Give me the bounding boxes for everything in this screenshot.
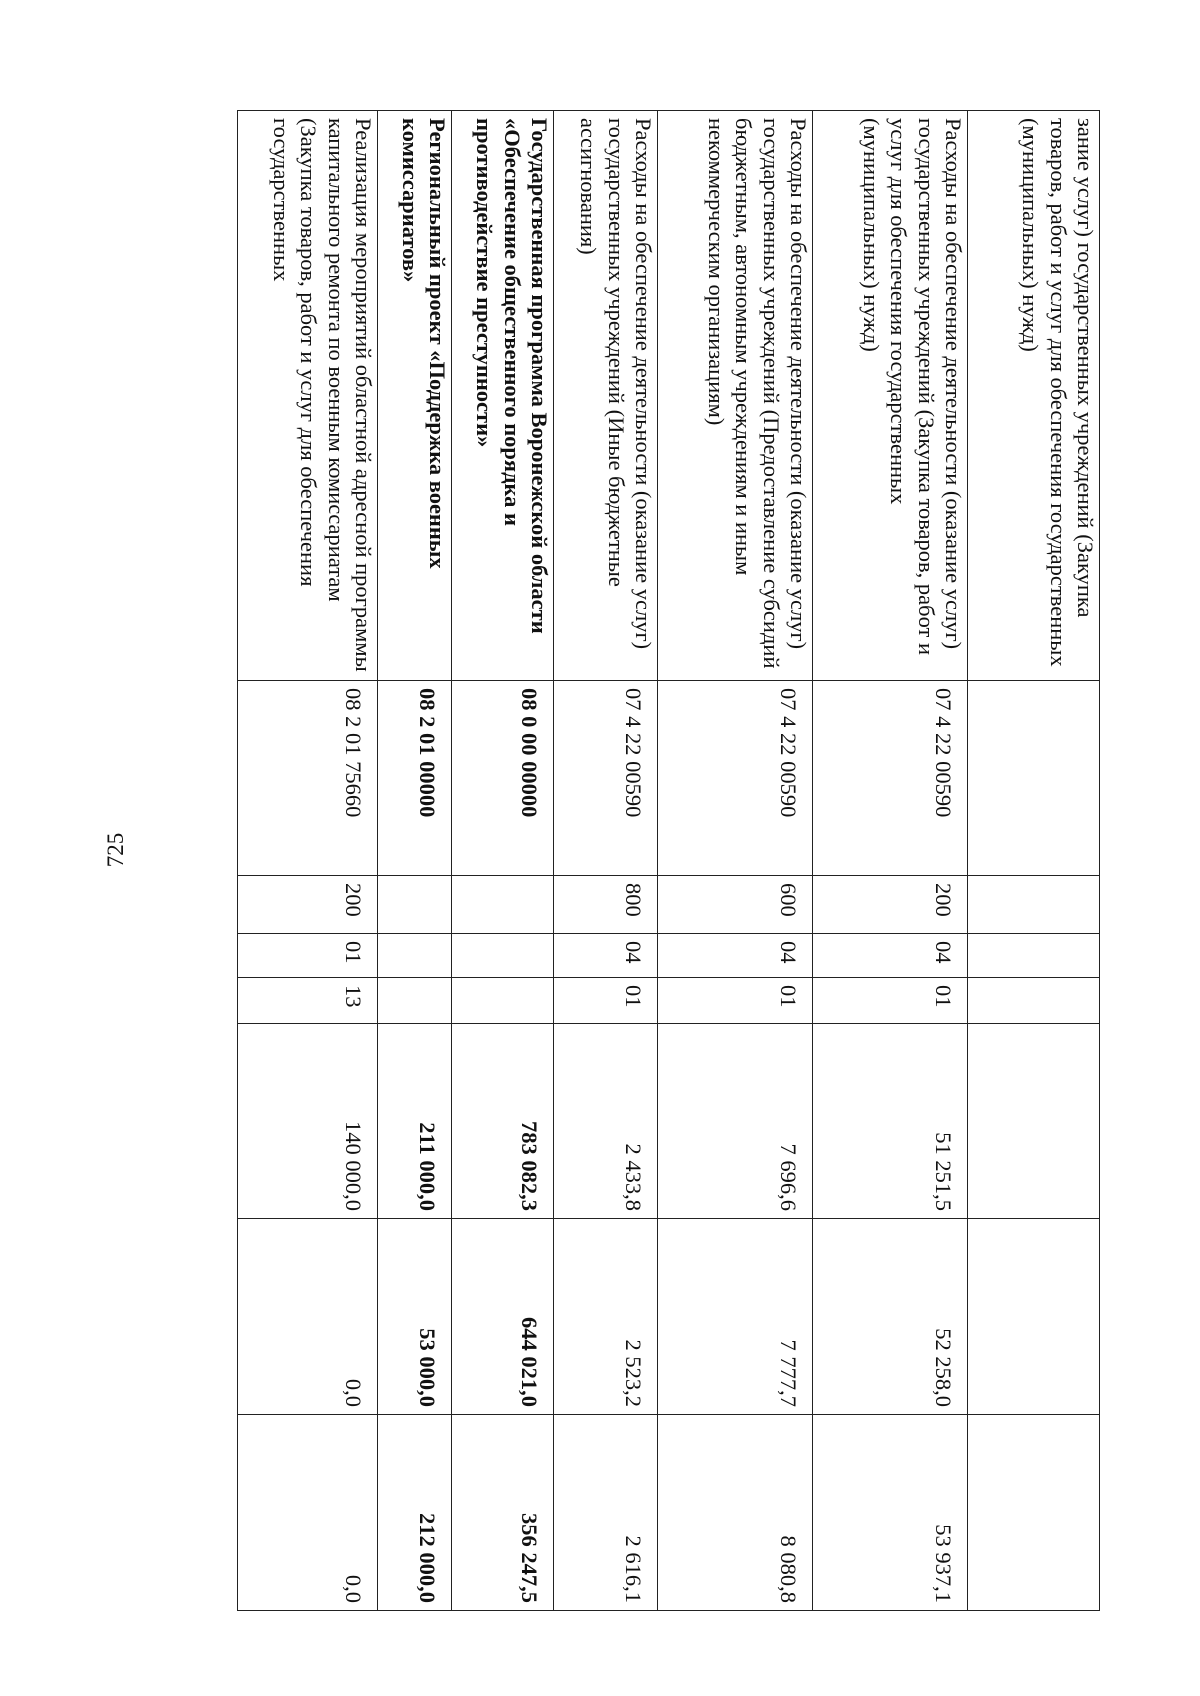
row-section: 04 [813, 934, 968, 978]
row-amount-year2: 644 021,0 [452, 1219, 554, 1415]
row-amount-year3: 212 000,0 [378, 1415, 452, 1611]
row-expense-type [452, 876, 554, 934]
row-subsection [378, 978, 452, 1024]
row-amount-year1 [968, 1024, 1100, 1219]
budget-table [237, 110, 1100, 1611]
row-amount-year1: 211 000,0 [378, 1024, 452, 1219]
row-subsection: 01 [813, 978, 968, 1024]
row-amount-year2: 52 258,0 [813, 1219, 968, 1415]
row-subsection: 01 [658, 978, 813, 1024]
row-section [378, 934, 452, 978]
row-section: 04 [658, 934, 813, 978]
row-subsection: 13 [238, 978, 378, 1024]
row-section: 01 [238, 934, 378, 978]
row-amount-year2: 2 523,2 [554, 1219, 658, 1415]
row-amount-year3: 0,0 [238, 1415, 378, 1611]
row-amount-year1: 51 251,5 [813, 1024, 968, 1219]
row-description: Государственная программа Воронежской области «Обеспечение общественного порядка и противодействие преступности» [452, 111, 554, 681]
row-description: Реализация мероприятий областной адресной программы капитального ремонта по военным комиссариатам (Закупка товаров, работ и услуг для обеспечения государственных [238, 111, 378, 681]
table-row [968, 111, 1100, 1611]
row-amount-year1: 140 000,0 [238, 1024, 378, 1219]
row-amount-year3 [968, 1415, 1100, 1611]
row-target-code: 08 0 00 00000 [452, 681, 554, 876]
budget-table-rotated [200, 110, 1100, 1610]
row-target-code: 07 4 22 00590 [813, 681, 968, 876]
table-row [554, 111, 658, 1611]
row-amount-year2 [968, 1219, 1100, 1415]
row-section: 04 [554, 934, 658, 978]
row-description: Расходы на обеспечение деятельности (оказание услуг) государственных учреждений (Иные бюджетные ассигнования) [554, 111, 658, 681]
row-amount-year3: 356 247,5 [452, 1415, 554, 1611]
table-row [238, 111, 378, 1611]
row-target-code: 08 2 01 00000 [378, 681, 452, 876]
row-amount-year3: 2 616,1 [554, 1415, 658, 1611]
row-expense-type [378, 876, 452, 934]
row-description: Расходы на обеспечение деятельности (оказание услуг) государственных учреждений (Закупка товаров, работ и услуг для обеспечения государственных (муниципальных) нужд) [813, 111, 968, 681]
table-row [452, 111, 554, 1611]
row-amount-year3: 8 080,8 [658, 1415, 813, 1611]
row-expense-type: 200 [238, 876, 378, 934]
row-amount-year2: 53 000,0 [378, 1219, 452, 1415]
row-description: зание услуг) государственных учреждений (Закупка товаров, работ и услуг для обеспечения государственных (муниципальных) нужд) [968, 111, 1100, 681]
row-section [452, 934, 554, 978]
row-target-code: 07 4 22 00590 [658, 681, 813, 876]
row-amount-year2: 7 777,7 [658, 1219, 813, 1415]
row-subsection [452, 978, 554, 1024]
page-number: 725 [103, 832, 128, 868]
row-amount-year1: 2 433,8 [554, 1024, 658, 1219]
table-row [378, 111, 452, 1611]
row-amount-year1: 783 082,3 [452, 1024, 554, 1219]
row-subsection: 01 [554, 978, 658, 1024]
row-expense-type: 200 [813, 876, 968, 934]
row-expense-type: 800 [554, 876, 658, 934]
row-description: Расходы на обеспечение деятельности (оказание услуг) государственных учреждений (Предоставление субсидий бюджетным, автономным учреждениям и иным некоммерческим организациям) [658, 111, 813, 681]
row-target-code: 07 4 22 00590 [554, 681, 658, 876]
row-section [968, 934, 1100, 978]
row-subsection [968, 978, 1100, 1024]
row-amount-year1: 7 696,6 [658, 1024, 813, 1219]
row-description: Региональный проект «Поддержка военных комиссариатов» [378, 111, 452, 681]
row-target-code [968, 681, 1100, 876]
row-amount-year3: 53 937,1 [813, 1415, 968, 1611]
row-amount-year2: 0,0 [238, 1219, 378, 1415]
row-target-code: 08 2 01 75660 [238, 681, 378, 876]
row-expense-type [968, 876, 1100, 934]
table-row [658, 111, 813, 1611]
row-expense-type: 600 [658, 876, 813, 934]
table-row [813, 111, 968, 1611]
